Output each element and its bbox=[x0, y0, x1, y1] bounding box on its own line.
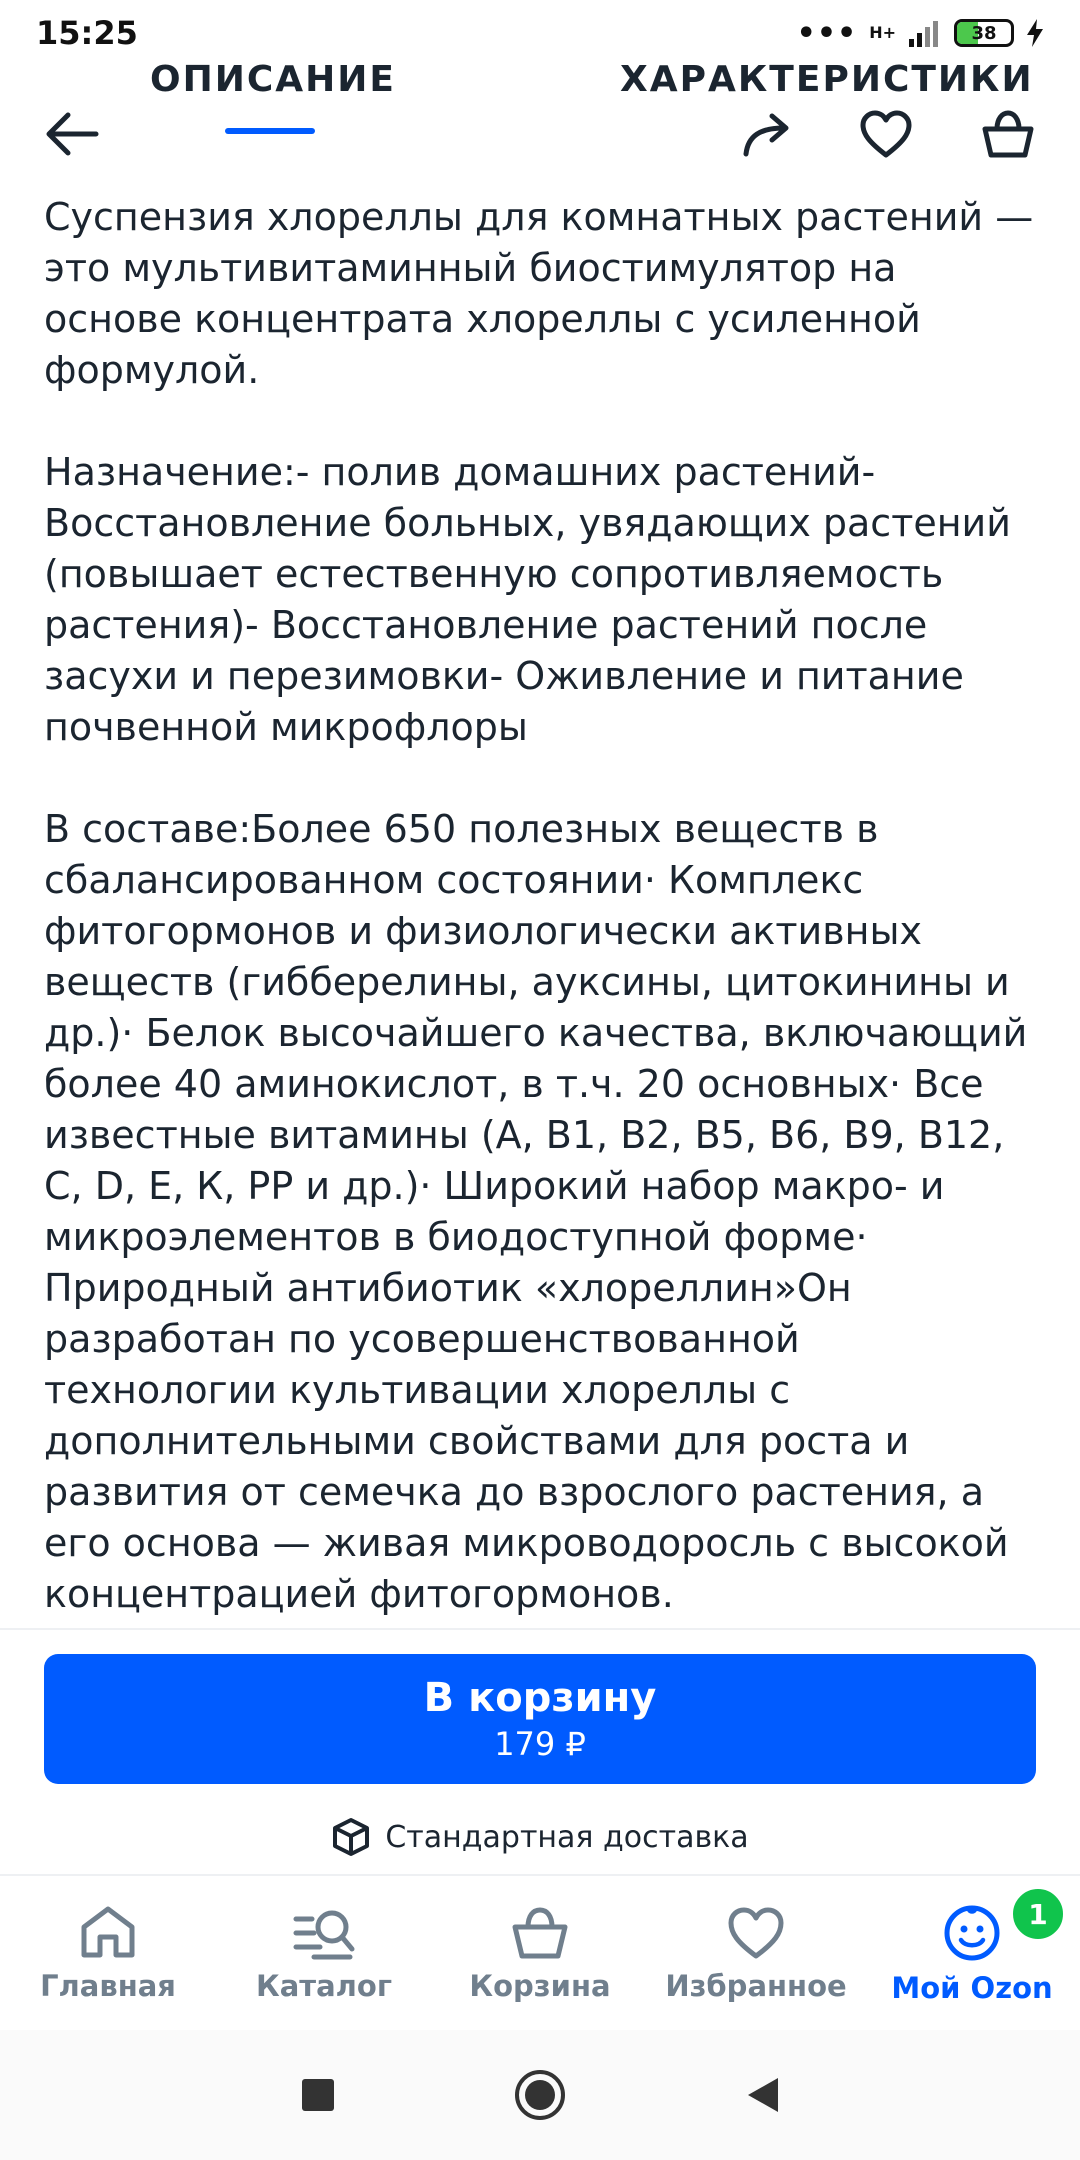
status-time: 15:25 bbox=[36, 14, 138, 52]
nav-home-label: Главная bbox=[40, 1969, 176, 2003]
tab-characteristics[interactable]: ХАРАКТЕРИСТИКИ bbox=[620, 60, 1034, 100]
status-icons bbox=[797, 16, 1044, 51]
catalog-search-icon bbox=[292, 1905, 356, 1961]
bottom-navigation bbox=[0, 1874, 1080, 2032]
square-icon bbox=[300, 2077, 336, 2113]
nav-my-ozon[interactable] bbox=[864, 1876, 1080, 2032]
basket-icon bbox=[510, 1905, 570, 1961]
delivery-info bbox=[0, 1810, 1080, 1864]
description-paragraph: В составе:Более 650 полезных веществ в сбалансированном состоянии· Комплекс фитогормонов и физиологически активных веществ (гибберелины, ауксины, цитокинины и др.)· Белок высочайшего качества, включающий более 40 аминокислот, в т.ч. 20 основных· Все известные витамины (А, В1, В2, В5, В6, В9, В12, С, D, Е, К, РР и др.)· Широкий набор макро- и микроэлементов в биодоступной форме· Природный антибиотик «хлореллин»Он разработан по усовершенствованной технологии культивации хлореллы с дополнительными свойствами для роста и развития от семечка до взрослого растения, а его основа — живая микроводоросль с высокой концентрацией фитогормонов. bbox=[44, 807, 1028, 1616]
triangle-back-icon bbox=[744, 2076, 780, 2114]
notification-dots-icon: ••• bbox=[796, 15, 858, 51]
arrow-left-icon bbox=[44, 110, 100, 158]
nav-favorites[interactable] bbox=[648, 1876, 864, 2032]
system-navigation-bar bbox=[0, 2030, 1080, 2160]
home-icon bbox=[78, 1905, 138, 1961]
top-app-bar bbox=[0, 60, 1080, 195]
notification-badge: 1 bbox=[1010, 1886, 1066, 1942]
favorite-button[interactable] bbox=[850, 98, 922, 170]
cart-header-button[interactable] bbox=[972, 98, 1044, 170]
add-to-cart-label: В корзину bbox=[423, 1675, 657, 1721]
smiley-icon bbox=[942, 1903, 1002, 1963]
description-paragraph: Суспензия хлореллы для комнатных растений — это мультивитаминный биостимулятор на основе концентрата хлореллы с усиленной формулой. bbox=[44, 195, 1034, 392]
nav-catalog[interactable] bbox=[216, 1876, 432, 2032]
share-button[interactable] bbox=[730, 98, 802, 170]
nav-cart-label: Корзина bbox=[469, 1969, 611, 2003]
add-to-cart-button[interactable] bbox=[44, 1654, 1036, 1784]
signal-icon bbox=[908, 19, 942, 47]
charging-bolt-icon bbox=[1026, 19, 1044, 47]
nav-my-ozon-label: Мой Ozon bbox=[891, 1971, 1053, 2005]
nav-catalog-label: Каталог bbox=[256, 1969, 392, 2003]
nav-favorites-label: Избранное bbox=[665, 1969, 847, 2003]
box-icon bbox=[331, 1817, 371, 1857]
back-button[interactable] bbox=[36, 98, 108, 170]
nav-cart[interactable] bbox=[432, 1876, 648, 2032]
home-system-button[interactable] bbox=[504, 2059, 576, 2131]
purchase-panel bbox=[0, 1628, 1080, 1880]
nav-home[interactable] bbox=[0, 1876, 216, 2032]
description-paragraph: Назначение:- полив домашних растений- Восстановление больных, увядающих растений (повышает естественную сопротивляемость растения)- Восстановление растений после засухи и перезимовки- Оживление и питание почвенной микрофлоры bbox=[44, 450, 1011, 749]
battery-level: 38 bbox=[971, 22, 997, 44]
battery-icon bbox=[954, 19, 1014, 47]
share-arrow-icon bbox=[740, 110, 792, 158]
network-type-label: H+ bbox=[869, 23, 896, 42]
price-label: 179 ₽ bbox=[494, 1725, 586, 1763]
delivery-label: Стандартная доставка bbox=[385, 1819, 749, 1855]
heart-icon bbox=[859, 109, 913, 159]
product-description bbox=[44, 192, 1044, 1671]
tab-description[interactable]: ОПИСАНИЕ bbox=[150, 60, 396, 100]
basket-icon bbox=[981, 109, 1035, 159]
heart-icon bbox=[726, 1905, 786, 1961]
circle-icon bbox=[513, 2068, 567, 2122]
status-bar bbox=[0, 0, 1080, 66]
recents-button[interactable] bbox=[282, 2059, 354, 2131]
active-tab-indicator bbox=[225, 128, 315, 134]
back-system-button[interactable] bbox=[726, 2059, 798, 2131]
